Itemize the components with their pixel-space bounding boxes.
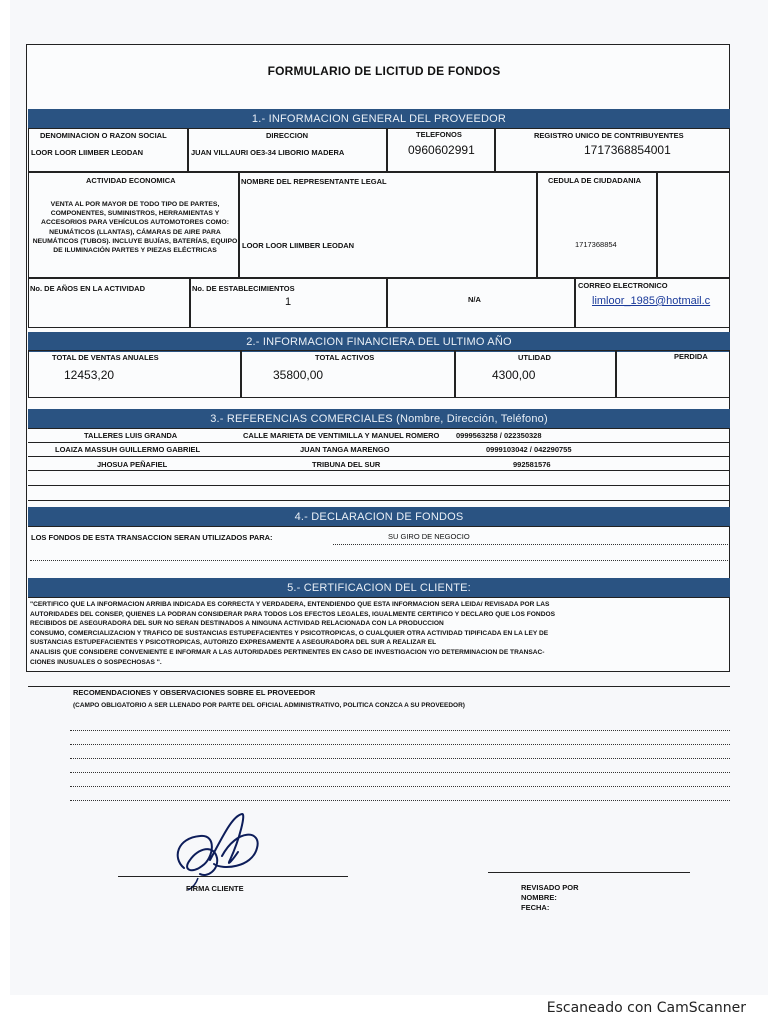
camscanner-watermark: Escaneado con CamScanner <box>546 1000 746 1016</box>
na-cell <box>387 278 575 328</box>
ruc-value: 1717368854001 <box>584 143 671 157</box>
ruc-label: REGISTRO UNICO DE CONTRIBUYENTES <box>534 131 684 140</box>
cert-line: SUSTANCIAS ESTUPEFACIENTES Y PSICOTROPICAS, AUTORIZO EXPRESAMENTE A ASEGURADORA DEL SUR A REALIZAR EL <box>30 639 437 647</box>
ref-line-top <box>28 428 730 429</box>
recom-line-top <box>28 686 730 687</box>
ref-line-3 <box>28 470 730 471</box>
telefonos-label: TELEFONOS <box>416 130 462 139</box>
ref-3-telefono: 992581576 <box>513 460 551 469</box>
cert-line: ANALISIS QUE CONSIDERE CONVENIENTE E INFORMAR A LAS AUTORIDADES PERTINENTES EN CASO DE INVESTIGACION Y/O DETERMINACION DE TRANSAC- <box>30 648 545 656</box>
ref-line-2 <box>28 456 730 457</box>
fecha-label: FECHA: <box>521 903 550 912</box>
representante-value: LOOR LOOR LIIMBER LEODAN <box>242 241 355 250</box>
declaracion-value: SU GIRO DE NEGOCIO <box>388 532 470 541</box>
recom-dotted-line <box>70 758 730 759</box>
form-title: FORMULARIO DE LICITUD DE FONDOS <box>267 64 501 78</box>
declaracion-dotted-line <box>333 544 728 545</box>
firma-cliente-line <box>118 876 348 877</box>
anios-label: No. DE AÑOS EN LA ACTIVIDAD <box>30 284 146 293</box>
cert-line: RECIBIDOS DE ASEGURADORA DEL SUR NO SERAN DESTINADOS A NINGUNA ACTIVIDAD RELACIONADA CON LA PRODUCCION <box>30 620 444 628</box>
perdida-cell <box>616 350 730 398</box>
perdida-label: PERDIDA <box>674 352 708 361</box>
ref-1-telefono: 0999563258 / 022350328 <box>456 431 542 440</box>
recomendaciones-subtitle: (CAMPO OBLIGATORIO A SER LLENADO POR PARTE DEL OFICIAL ADMINISTRATIVO, POLITICA CONZCA A SU PROVEEDOR) <box>73 702 465 709</box>
establecimientos-value: 1 <box>285 296 292 308</box>
section-4-header: 4.- DECLARACION DE FONDOS <box>28 507 730 527</box>
revisado-line <box>488 872 690 873</box>
section-2-header: 2.- INFORMACION FINANCIERA DEL ULTIMO AÑO <box>28 332 730 352</box>
ref-line-1 <box>28 442 730 443</box>
cert-line: CONSUMO, COMERCIALIZACION Y TRAFICO DE SUSTANCIAS ESTUPEFACIENTES Y PSICOTROPICAS, O CUALQUIER OTRA ACTIVIDAD TIPIFICADA EN LA LEY DE <box>30 629 549 637</box>
nombre-label: NOMBRE: <box>521 893 557 902</box>
representante-label: NOMBRE DEL REPRESENTANTE LEGAL <box>241 177 387 186</box>
firma-cliente-label: FIRMA CLIENTE <box>186 884 244 893</box>
actividad-value: VENTA AL POR MAYOR DE TODO TIPO DE PARTES, COMPONENTES, SUMINISTROS, HERRAMIENTAS Y ACCESORIOS PARA VEHÍCULOS AUTOMOTORES COMO: NEUMÁTICOS (LLANTAS), CÁMARAS DE AIRE PARA NEUMÁTICOS (TUBOS). INCLUYE BUJÍAS, BATERÍAS, EQUIPO DE ILUMINACIÓN PARTES Y PIEZAS ELÉCTRICAS <box>32 201 238 255</box>
recom-dotted-line <box>70 744 730 745</box>
cert-line: CIONES INUSUALES O SOSPECHOSAS ". <box>30 658 162 666</box>
utilidad-label: UTLIDAD <box>518 353 551 362</box>
ref-2-telefono: 0999103042 / 042290755 <box>486 445 572 454</box>
ref-1-nombre: TALLERES LUIS GRANDA <box>84 431 178 440</box>
razon-social-value: LOOR LOOR LIIMBER LEODAN <box>31 148 144 157</box>
ventas-label: TOTAL DE VENTAS ANUALES <box>52 353 159 362</box>
direccion-value: JUAN VILLAURI OE3-34 LIBORIO MADERA <box>191 148 345 157</box>
cert-line: AUTORIDADES DEL CONSEP, QUIENES LA PODRAN CONSIDERAR PARA TODOS LOS EFECTOS LEGALES, IGUALMENTE CERTIFICO Y DECLARO QUE LOS FONDOS <box>30 610 555 618</box>
decl-line-top <box>28 526 730 527</box>
ref-3-direccion: TRIBUNA DEL SUR <box>312 460 381 469</box>
direccion-label: DIRECCION <box>266 131 309 140</box>
recomendaciones-title: RECOMENDACIONES Y OBSERVACIONES SOBRE EL PROVEEDOR <box>73 688 316 697</box>
razon-social-label: DENOMINACION O RAZON SOCIAL <box>40 131 167 140</box>
representante-cell <box>239 172 537 278</box>
activos-label: TOTAL ACTIVOS <box>315 353 375 362</box>
ref-2-direccion: JUAN TANGA MARENGO <box>300 445 390 454</box>
ref-line-4 <box>28 485 730 486</box>
ref-1-direccion: CALLE MARIETA DE VENTIMILLA Y MANUEL ROMERO <box>243 431 440 440</box>
recom-dotted-line <box>70 730 730 731</box>
cedula-label: CEDULA DE CIUDADANIA <box>548 176 642 185</box>
telefono-value: 0960602991 <box>408 143 475 157</box>
actividad-label: ACTIVIDAD ECONOMICA <box>86 176 176 185</box>
ventas-value: 12453,20 <box>64 368 115 382</box>
declaracion-label: LOS FONDOS DE ESTA TRANSACCION SERAN UTILIZADOS PARA: <box>31 533 273 542</box>
declaracion-dotted-line-2 <box>30 560 728 561</box>
correo-link[interactable]: limloor_1985@hotmail.c <box>592 295 711 307</box>
na-value: N/A <box>468 295 481 304</box>
activos-value: 35800,00 <box>273 368 324 382</box>
utilidad-value: 4300,00 <box>492 368 536 382</box>
section-5-header: 5.- CERTIFICACION DEL CLIENTE: <box>28 578 730 598</box>
establecimientos-label: No. DE ESTABLECIMIENTOS <box>192 284 295 293</box>
recom-dotted-line <box>70 786 730 787</box>
ref-line-5 <box>28 500 730 501</box>
ref-3-nombre: JHOSUA PEÑAFIEL <box>97 460 168 469</box>
cedula-value: 1717368854 <box>575 240 617 249</box>
cert-line-top <box>28 597 730 598</box>
cedula-cell <box>537 172 657 278</box>
section-1-header: 1.- INFORMACION GENERAL DEL PROVEEDOR <box>28 109 730 129</box>
recom-dotted-line <box>70 772 730 773</box>
client-signature <box>162 808 272 893</box>
cert-line: "CERTIFICO QUE LA INFORMACION ARRIBA INDICADA ES CORRECTA Y VERDADERA, ENTENDIENDO QUE ESTA INFORMACION SERA LEIDA/ REVISADA POR LAS <box>30 601 550 608</box>
recom-dotted-line <box>70 800 730 801</box>
section-3-header: 3.- REFERENCIAS COMERCIALES (Nombre, Dirección, Teléfono) <box>28 409 730 429</box>
revisado-label: REVISADO POR <box>521 883 579 892</box>
blank-cell <box>657 172 730 278</box>
correo-label: CORREO ELECTRONICO <box>578 281 668 290</box>
ref-2-nombre: LOAIZA MASSUH GUILLERMO GABRIEL <box>55 445 201 454</box>
certificacion-text <box>30 600 720 667</box>
